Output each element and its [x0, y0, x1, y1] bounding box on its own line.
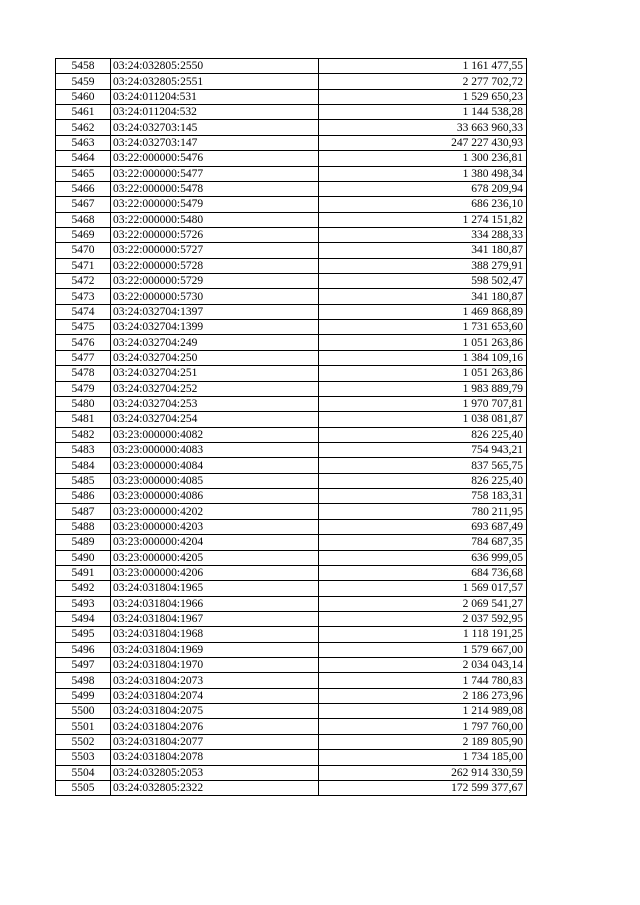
- table-row: [56, 304, 527, 319]
- row-number-cell: 5463: [56, 135, 111, 150]
- row-number-cell: 5492: [56, 581, 111, 596]
- cadastral-number-cell: 03:23:000000:4085: [111, 473, 319, 488]
- cadastral-number-cell: 03:23:000000:4204: [111, 535, 319, 550]
- table-row: [56, 396, 527, 411]
- row-number-cell: 5484: [56, 458, 111, 473]
- table-row: [56, 550, 527, 565]
- table-row: [56, 166, 527, 181]
- cadastral-number-cell: 03:24:032703:145: [111, 120, 319, 135]
- value-cell: 1 797 760,00: [319, 719, 527, 734]
- row-number-cell: 5488: [56, 519, 111, 534]
- row-number-cell: 5490: [56, 550, 111, 565]
- value-cell: 693 687,49: [319, 519, 527, 534]
- value-cell: 1 970 707,81: [319, 396, 527, 411]
- row-number-cell: 5473: [56, 289, 111, 304]
- value-cell: 598 502,47: [319, 274, 527, 289]
- row-number-cell: 5460: [56, 89, 111, 104]
- table-body: [56, 59, 527, 796]
- table-row: [56, 335, 527, 350]
- row-number-cell: 5466: [56, 181, 111, 196]
- cadastral-number-cell: 03:22:000000:5729: [111, 274, 319, 289]
- value-cell: 341 180,87: [319, 289, 527, 304]
- data-table: [55, 58, 527, 796]
- value-cell: 826 225,40: [319, 427, 527, 442]
- row-number-cell: 5479: [56, 381, 111, 396]
- cadastral-number-cell: 03:24:031804:2075: [111, 704, 319, 719]
- cadastral-number-cell: 03:23:000000:4206: [111, 565, 319, 580]
- value-cell: 1 161 477,55: [319, 59, 527, 74]
- table-row: [56, 504, 527, 519]
- value-cell: 837 565,75: [319, 458, 527, 473]
- row-number-cell: 5494: [56, 611, 111, 626]
- value-cell: 1 983 889,79: [319, 381, 527, 396]
- cadastral-number-cell: 03:24:032704:251: [111, 366, 319, 381]
- value-cell: 2 189 805,90: [319, 734, 527, 749]
- table-row: [56, 458, 527, 473]
- row-number-cell: 5461: [56, 105, 111, 120]
- table-row: [56, 289, 527, 304]
- table-row: [56, 227, 527, 242]
- row-number-cell: 5487: [56, 504, 111, 519]
- cadastral-number-cell: 03:23:000000:4202: [111, 504, 319, 519]
- cadastral-number-cell: 03:24:032704:1399: [111, 320, 319, 335]
- row-number-cell: 5504: [56, 765, 111, 780]
- value-cell: 1 118 191,25: [319, 627, 527, 642]
- cadastral-number-cell: 03:23:000000:4205: [111, 550, 319, 565]
- cadastral-number-cell: 03:23:000000:4086: [111, 489, 319, 504]
- value-cell: 754 943,21: [319, 442, 527, 457]
- table-row: [56, 258, 527, 273]
- cadastral-number-cell: 03:24:032704:252: [111, 381, 319, 396]
- value-cell: 1 051 263,86: [319, 335, 527, 350]
- value-cell: 1 469 868,89: [319, 304, 527, 319]
- cadastral-number-cell: 03:24:031804:2073: [111, 673, 319, 688]
- table-row: [56, 519, 527, 534]
- cadastral-number-cell: 03:24:031804:1966: [111, 596, 319, 611]
- cadastral-number-cell: 03:24:011204:532: [111, 105, 319, 120]
- value-cell: 2 069 541,27: [319, 596, 527, 611]
- value-cell: 1 214 989,08: [319, 704, 527, 719]
- row-number-cell: 5480: [56, 396, 111, 411]
- row-number-cell: 5467: [56, 197, 111, 212]
- row-number-cell: 5482: [56, 427, 111, 442]
- table-row: [56, 565, 527, 580]
- row-number-cell: 5465: [56, 166, 111, 181]
- table-row: [56, 596, 527, 611]
- table-row: [56, 704, 527, 719]
- row-number-cell: 5495: [56, 627, 111, 642]
- row-number-cell: 5493: [56, 596, 111, 611]
- cadastral-number-cell: 03:22:000000:5480: [111, 212, 319, 227]
- cadastral-number-cell: 03:24:031804:1968: [111, 627, 319, 642]
- value-cell: 780 211,95: [319, 504, 527, 519]
- cadastral-number-cell: 03:22:000000:5728: [111, 258, 319, 273]
- row-number-cell: 5458: [56, 59, 111, 74]
- row-number-cell: 5471: [56, 258, 111, 273]
- cadastral-number-cell: 03:22:000000:5727: [111, 243, 319, 258]
- row-number-cell: 5477: [56, 350, 111, 365]
- table-row: [56, 688, 527, 703]
- value-cell: 686 236,10: [319, 197, 527, 212]
- cadastral-number-cell: 03:24:031804:2078: [111, 750, 319, 765]
- cadastral-number-cell: 03:24:031804:2077: [111, 734, 319, 749]
- value-cell: 784 687,35: [319, 535, 527, 550]
- cadastral-number-cell: 03:24:032805:2550: [111, 59, 319, 74]
- row-number-cell: 5496: [56, 642, 111, 657]
- row-number-cell: 5486: [56, 489, 111, 504]
- table-row: [56, 350, 527, 365]
- cadastral-number-cell: 03:24:031804:1967: [111, 611, 319, 626]
- value-cell: 247 227 430,93: [319, 135, 527, 150]
- row-number-cell: 5502: [56, 734, 111, 749]
- row-number-cell: 5464: [56, 151, 111, 166]
- cadastral-number-cell: 03:23:000000:4083: [111, 442, 319, 457]
- table-row: [56, 535, 527, 550]
- value-cell: 2 034 043,14: [319, 658, 527, 673]
- row-number-cell: 5500: [56, 704, 111, 719]
- value-cell: 33 663 960,33: [319, 120, 527, 135]
- row-number-cell: 5505: [56, 780, 111, 795]
- value-cell: 1 380 498,34: [319, 166, 527, 181]
- table-row: [56, 734, 527, 749]
- table-row: [56, 181, 527, 196]
- table-row: [56, 719, 527, 734]
- cadastral-number-cell: 03:24:032704:250: [111, 350, 319, 365]
- cadastral-number-cell: 03:24:011204:531: [111, 89, 319, 104]
- table-row: [56, 427, 527, 442]
- cadastral-number-cell: 03:22:000000:5730: [111, 289, 319, 304]
- cadastral-number-cell: 03:24:032704:1397: [111, 304, 319, 319]
- cadastral-number-cell: 03:24:031804:1970: [111, 658, 319, 673]
- table-row: [56, 658, 527, 673]
- table-row: [56, 473, 527, 488]
- cadastral-number-cell: 03:24:032704:249: [111, 335, 319, 350]
- value-cell: 2 277 702,72: [319, 74, 527, 89]
- cadastral-number-cell: 03:24:032704:253: [111, 396, 319, 411]
- table-row: [56, 59, 527, 74]
- table-row: [56, 611, 527, 626]
- table-row: [56, 750, 527, 765]
- table-row: [56, 673, 527, 688]
- table-row: [56, 135, 527, 150]
- table-row: [56, 412, 527, 427]
- table-row: [56, 105, 527, 120]
- row-number-cell: 5470: [56, 243, 111, 258]
- row-number-cell: 5497: [56, 658, 111, 673]
- row-number-cell: 5462: [56, 120, 111, 135]
- value-cell: 1 384 109,16: [319, 350, 527, 365]
- cadastral-number-cell: 03:22:000000:5476: [111, 151, 319, 166]
- row-number-cell: 5468: [56, 212, 111, 227]
- value-cell: 1 731 653,60: [319, 320, 527, 335]
- cadastral-number-cell: 03:24:031804:2076: [111, 719, 319, 734]
- value-cell: 341 180,87: [319, 243, 527, 258]
- cadastral-number-cell: 03:23:000000:4084: [111, 458, 319, 473]
- value-cell: 1 051 263,86: [319, 366, 527, 381]
- cadastral-number-cell: 03:24:031804:2074: [111, 688, 319, 703]
- cadastral-number-cell: 03:22:000000:5479: [111, 197, 319, 212]
- table-row: [56, 151, 527, 166]
- table-row: [56, 642, 527, 657]
- table-row: [56, 74, 527, 89]
- cadastral-number-cell: 03:23:000000:4203: [111, 519, 319, 534]
- table-row: [56, 243, 527, 258]
- cadastral-number-cell: 03:24:032805:2322: [111, 780, 319, 795]
- cadastral-number-cell: 03:24:031804:1969: [111, 642, 319, 657]
- table-row: [56, 581, 527, 596]
- value-cell: 684 736,68: [319, 565, 527, 580]
- value-cell: 1 529 650,23: [319, 89, 527, 104]
- row-number-cell: 5459: [56, 74, 111, 89]
- table-row: [56, 274, 527, 289]
- value-cell: 1 274 151,82: [319, 212, 527, 227]
- cadastral-number-cell: 03:24:032805:2551: [111, 74, 319, 89]
- cadastral-number-cell: 03:24:032805:2053: [111, 765, 319, 780]
- value-cell: 2 037 592,95: [319, 611, 527, 626]
- table-row: [56, 366, 527, 381]
- table-row: [56, 381, 527, 396]
- row-number-cell: 5485: [56, 473, 111, 488]
- value-cell: 334 288,33: [319, 227, 527, 242]
- value-cell: 172 599 377,67: [319, 780, 527, 795]
- value-cell: 1 734 185,00: [319, 750, 527, 765]
- row-number-cell: 5483: [56, 442, 111, 457]
- cadastral-number-cell: 03:22:000000:5478: [111, 181, 319, 196]
- cadastral-number-cell: 03:24:032703:147: [111, 135, 319, 150]
- row-number-cell: 5476: [56, 335, 111, 350]
- row-number-cell: 5503: [56, 750, 111, 765]
- cadastral-number-cell: 03:22:000000:5477: [111, 166, 319, 181]
- row-number-cell: 5489: [56, 535, 111, 550]
- cadastral-number-cell: 03:24:032704:254: [111, 412, 319, 427]
- row-number-cell: 5478: [56, 366, 111, 381]
- value-cell: 636 999,05: [319, 550, 527, 565]
- table-row: [56, 120, 527, 135]
- row-number-cell: 5474: [56, 304, 111, 319]
- table-row: [56, 780, 527, 795]
- table-row: [56, 442, 527, 457]
- value-cell: 2 186 273,96: [319, 688, 527, 703]
- table-row: [56, 212, 527, 227]
- value-cell: 1 300 236,81: [319, 151, 527, 166]
- table-row: [56, 197, 527, 212]
- value-cell: 1 569 017,57: [319, 581, 527, 596]
- row-number-cell: 5469: [56, 227, 111, 242]
- value-cell: 1 579 667,00: [319, 642, 527, 657]
- value-cell: 388 279,91: [319, 258, 527, 273]
- table-row: [56, 627, 527, 642]
- table-row: [56, 89, 527, 104]
- row-number-cell: 5472: [56, 274, 111, 289]
- row-number-cell: 5501: [56, 719, 111, 734]
- row-number-cell: 5499: [56, 688, 111, 703]
- value-cell: 678 209,94: [319, 181, 527, 196]
- value-cell: 758 183,31: [319, 489, 527, 504]
- value-cell: 1 144 538,28: [319, 105, 527, 120]
- table-row: [56, 765, 527, 780]
- value-cell: 1 744 780,83: [319, 673, 527, 688]
- cadastral-number-cell: 03:23:000000:4082: [111, 427, 319, 442]
- value-cell: 262 914 330,59: [319, 765, 527, 780]
- row-number-cell: 5475: [56, 320, 111, 335]
- row-number-cell: 5481: [56, 412, 111, 427]
- row-number-cell: 5491: [56, 565, 111, 580]
- cadastral-number-cell: 03:24:031804:1965: [111, 581, 319, 596]
- table-row: [56, 320, 527, 335]
- table-row: [56, 489, 527, 504]
- cadastral-number-cell: 03:22:000000:5726: [111, 227, 319, 242]
- value-cell: 1 038 081,87: [319, 412, 527, 427]
- row-number-cell: 5498: [56, 673, 111, 688]
- value-cell: 826 225,40: [319, 473, 527, 488]
